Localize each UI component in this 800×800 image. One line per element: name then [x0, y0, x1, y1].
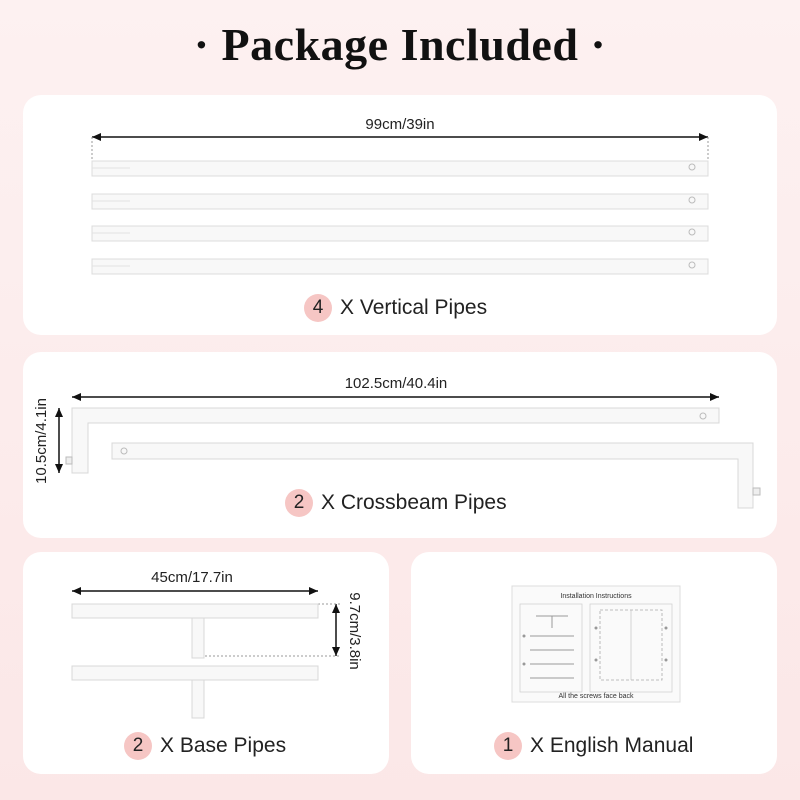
- base-pipes-count-badge: 2: [124, 732, 152, 760]
- vertical-pipes-count-badge: 4: [304, 294, 332, 322]
- manual-doc-title: Installation Instructions: [560, 593, 632, 600]
- crossbeam-pipes-count-badge: 2: [285, 489, 313, 517]
- base-width-dimension: 45cm/17.7in: [151, 569, 233, 586]
- crossbeam-width-dimension: 102.5cm/40.4in: [344, 375, 448, 392]
- crossbeam-height-dimension: 10.5cm/4.1in: [33, 398, 50, 484]
- manual-doc-footer: All the screws face back: [558, 693, 634, 700]
- vertical-pipes-dimension: 99cm/39in: [365, 116, 435, 133]
- base-height-dimension: 9.7cm/3.8in: [346, 592, 363, 670]
- manual-label: X English Manual: [530, 734, 694, 757]
- crossbeam-pipes-label: X Crossbeam Pipes: [321, 491, 507, 514]
- page-title: · Package Included ·: [193, 19, 607, 70]
- base-pipes-label: X Base Pipes: [160, 734, 287, 757]
- manual-count-badge: 1: [494, 732, 522, 760]
- manual-caption: [494, 732, 693, 760]
- vertical-pipes-label: X Vertical Pipes: [340, 296, 488, 319]
